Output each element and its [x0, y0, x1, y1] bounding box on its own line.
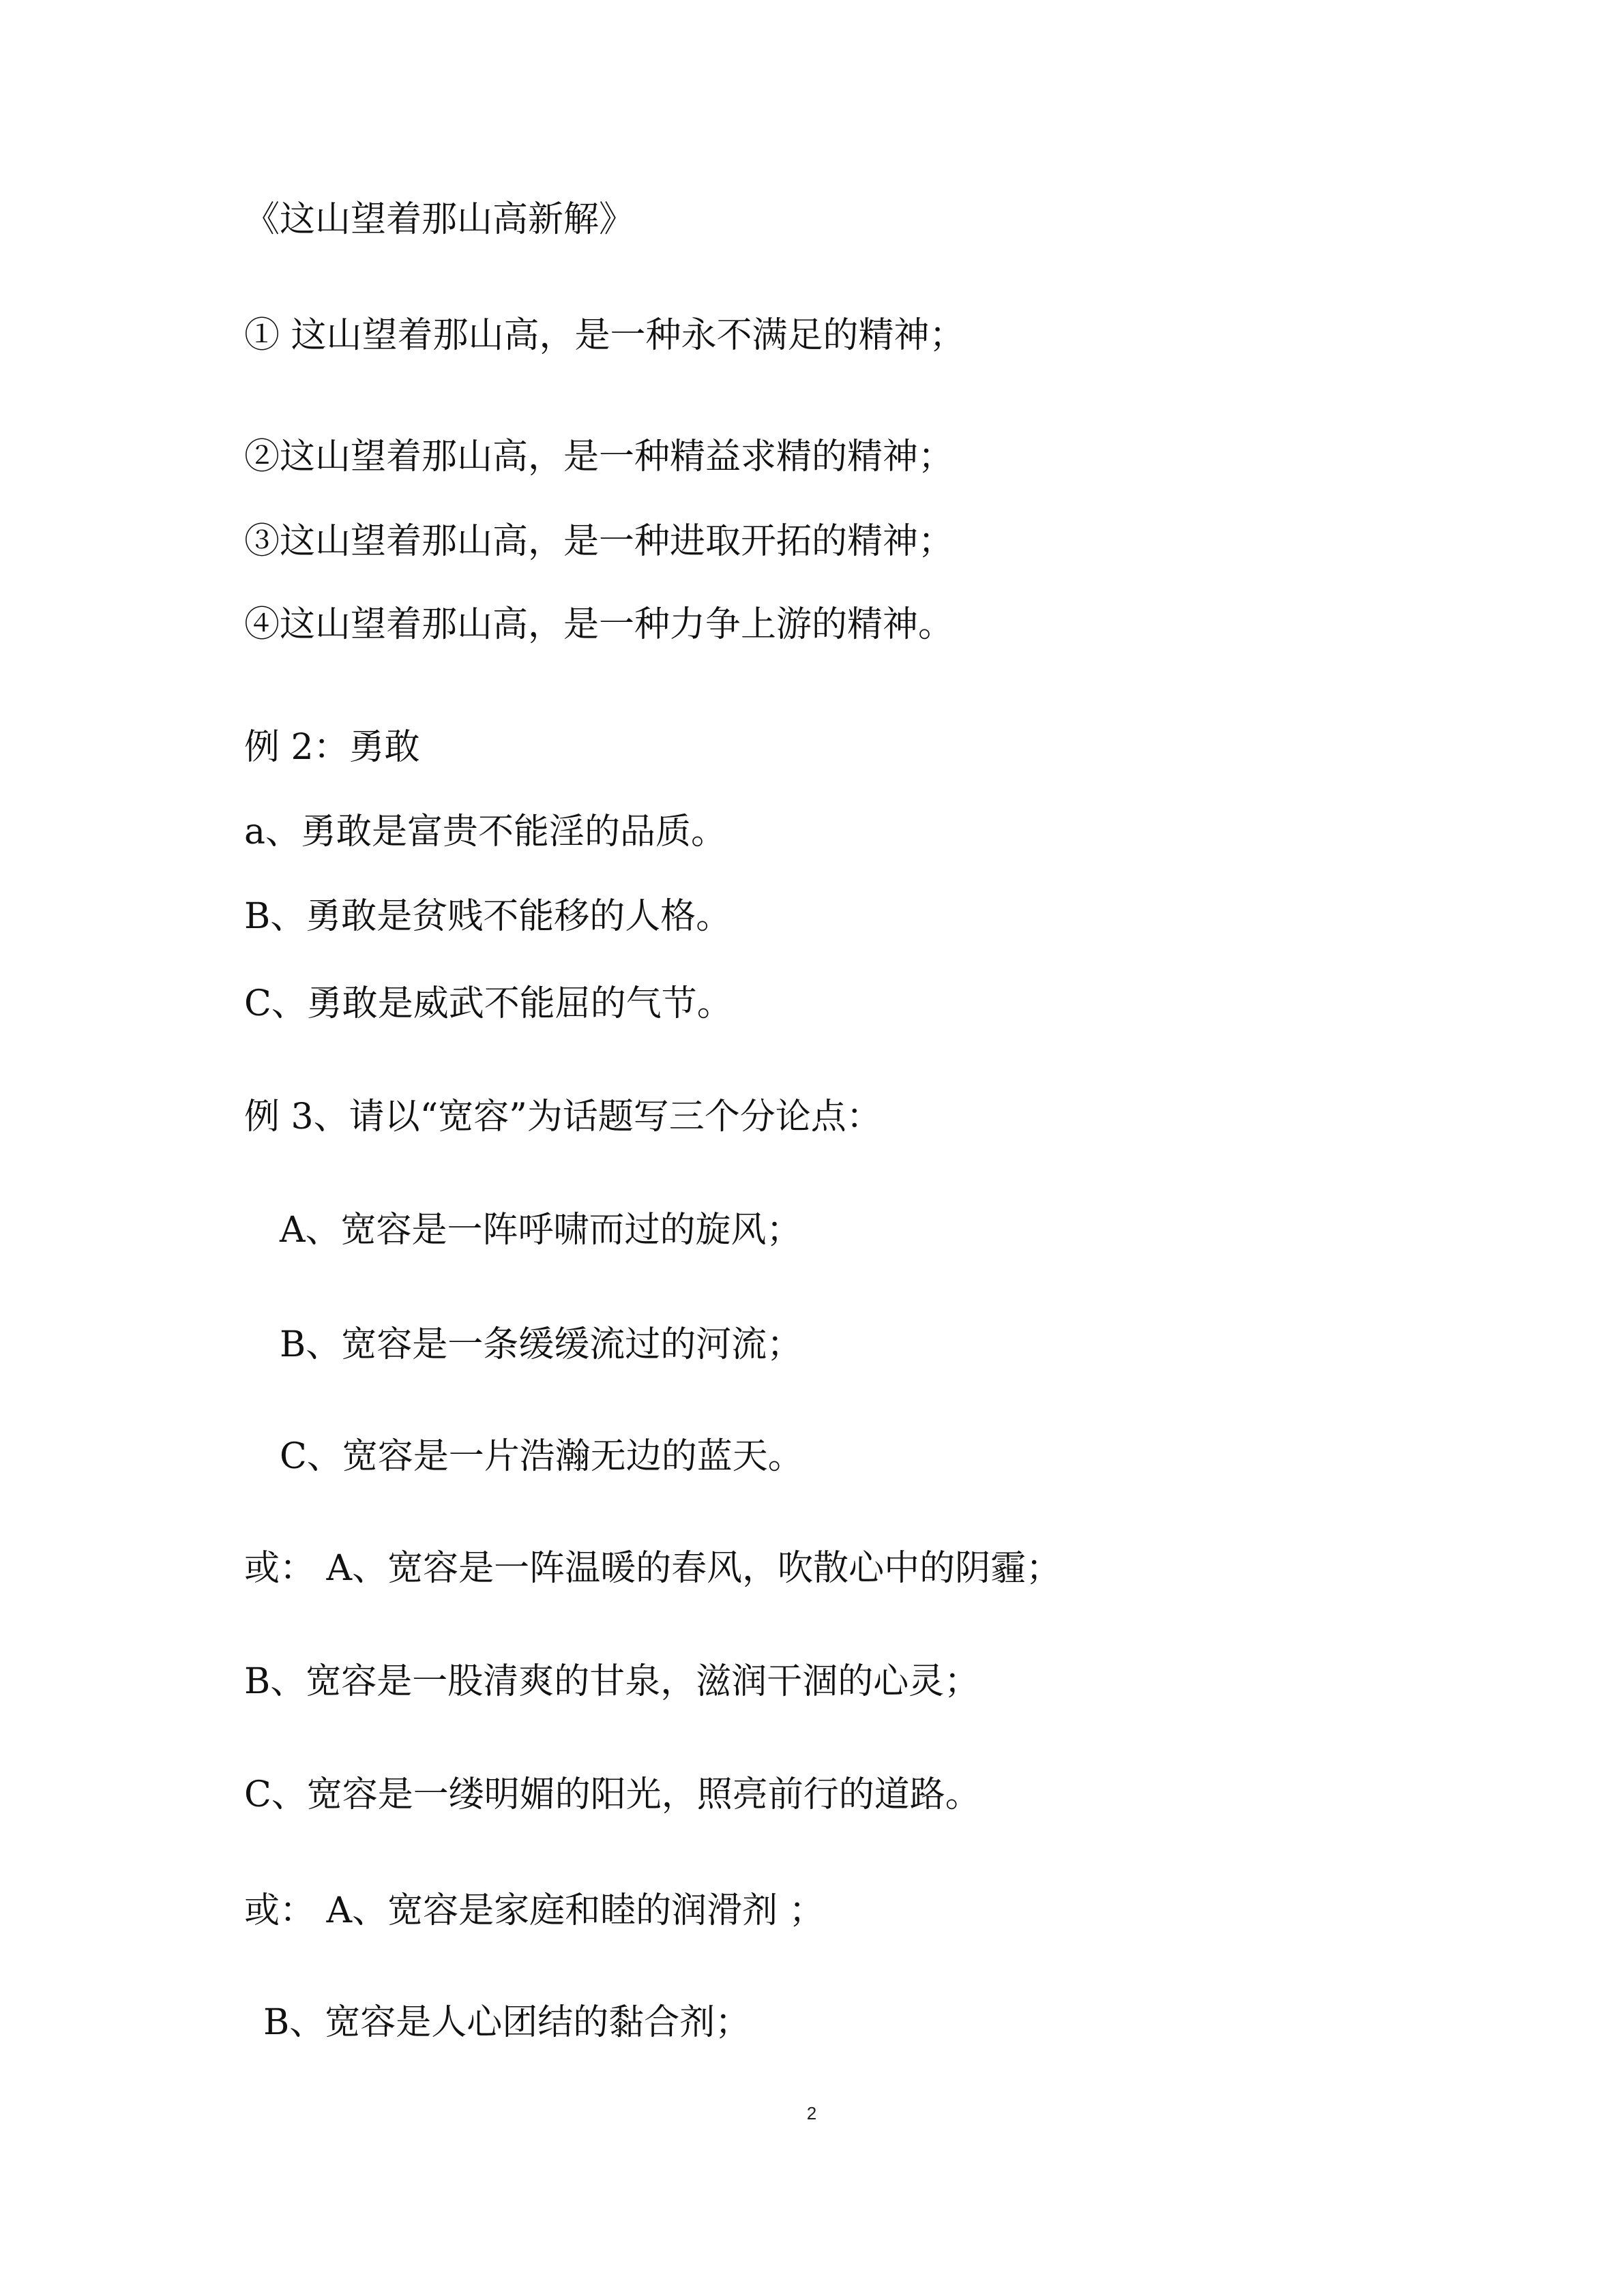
text-line: 或： A、宽容是一阵温暖的春风，吹散心中的阴霾；: [244, 1548, 1062, 1589]
section-heading: 例 3、请以“宽容”为话题写三个分论点：: [244, 1097, 882, 1137]
text-line: B、宽容是一条缓缓流过的河流；: [280, 1324, 803, 1365]
section-heading: 例 2：勇敢: [244, 727, 420, 768]
text-line: B、宽容是人心团结的黏合剂；: [263, 2002, 751, 2043]
text-line: ②这山望着那山高，是一种精益求精的精神；: [244, 436, 954, 477]
page-number: 2: [806, 2103, 817, 2123]
text-line: A、宽容是一阵呼啸而过的旋风；: [280, 1210, 802, 1251]
text-line: ③这山望着那山高，是一种进取开拓的精神；: [244, 521, 954, 562]
text-line: ④这山望着那山高，是一种力争上游的精神。: [244, 604, 954, 645]
document-title: 《这山望着那山高新解》: [244, 199, 635, 240]
text-line: C、宽容是一片浩瀚无边的蓝天。: [280, 1436, 803, 1477]
text-line: C、宽容是一缕明媚的阳光，照亮前行的道路。: [244, 1774, 981, 1815]
text-line: a、勇敢是富贵不能淫的品质。: [244, 811, 727, 852]
text-line: C、勇敢是威武不能屈的气节。: [244, 983, 733, 1024]
text-line: ① 这山望着那山高，是一种永不满足的精神；: [244, 315, 965, 356]
text-line: 或： A、宽容是家庭和睦的润滑剂 ；: [244, 1890, 825, 1931]
text-line: B、宽容是一股清爽的甘泉，滋润干涸的心灵；: [244, 1661, 980, 1702]
text-line: B、勇敢是贫贱不能移的人格。: [244, 896, 732, 937]
